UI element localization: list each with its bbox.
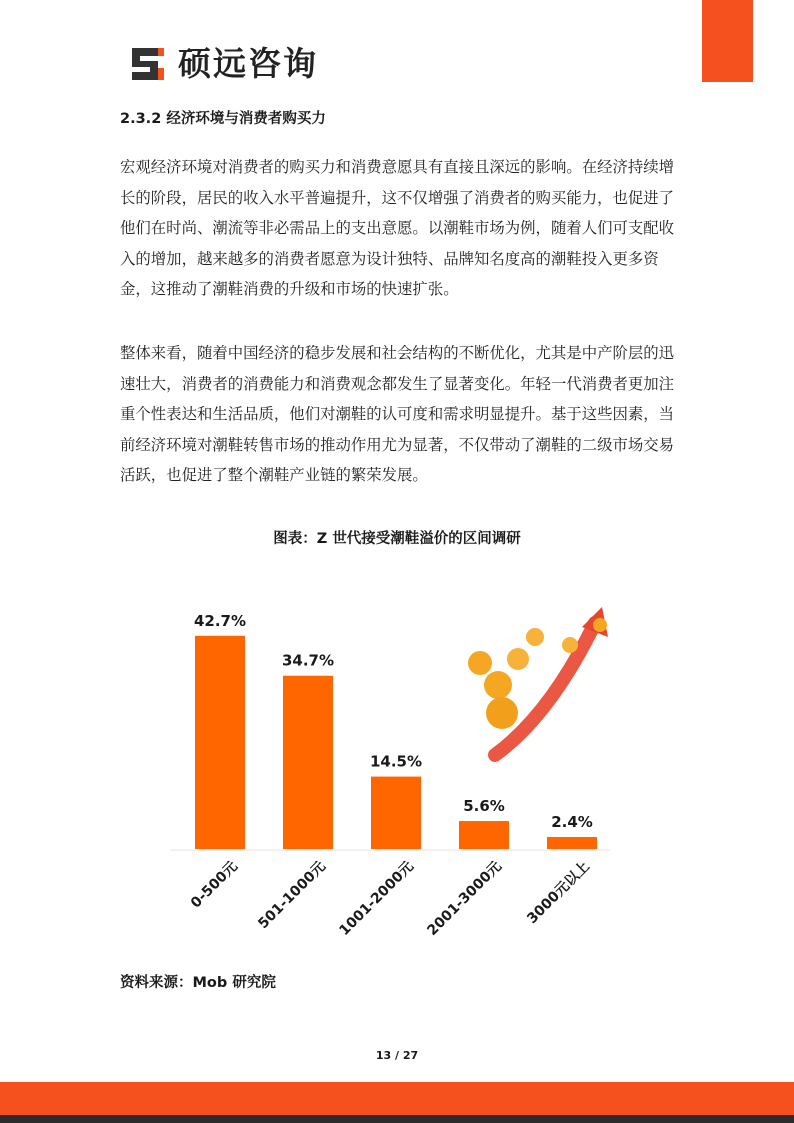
section-title: 2.3.2 经济环境与消费者购买力 xyxy=(120,111,326,127)
category-label-3: 2001-3000元 xyxy=(424,858,505,939)
body-paragraph-2: 整体来看，随着中国经济的稳步发展和社会结构的不断优化，尤其是中产阶层的迅速壮大，消费者的消费能力和消费观念都发生了显著变化。年轻一代消费者更加注重个性表达和生活品质，他们对潮鞋的认可度和需求明显提升。基于这些因素，当前经济环境对潮鞋转售市场的推动作用尤为显著，不仅带动了潮鞋的二级市场交易活跃，也促进了整个潮鞋产业链的繁荣发展。 xyxy=(120,344,675,484)
category-label-1: 501-1000元 xyxy=(255,858,329,933)
footer-strip xyxy=(0,1115,794,1123)
bar-4 xyxy=(547,837,597,849)
bar-value-label-4: 2.4% xyxy=(551,813,593,832)
header-corner-tab xyxy=(702,0,753,82)
figure-source: 资料来源：Mob 研究院 xyxy=(120,975,276,991)
category-label-0: 0-500元 xyxy=(187,858,241,912)
bar-value-label-1: 34.7% xyxy=(281,651,335,670)
logo-text: 硕远咨询 xyxy=(178,44,318,83)
logo-mark-icon xyxy=(128,44,168,84)
category-label-2: 1001-2000元 xyxy=(336,858,417,939)
bar-2 xyxy=(371,777,421,849)
category-label-4: 3000元以上 xyxy=(524,858,593,928)
chart-caption: 图表：Z 世代接受潮鞋溢价的区间调研 xyxy=(273,531,521,547)
coins-arrow-decoration xyxy=(468,607,608,755)
bar-3 xyxy=(459,821,509,849)
bar-value-label-3: 5.6% xyxy=(463,797,505,816)
company-logo xyxy=(128,44,318,84)
bar-value-label-0: 42.7% xyxy=(193,611,247,630)
footer-band xyxy=(0,1082,794,1115)
page-number: 13 / 27 xyxy=(375,1049,419,1062)
body-paragraph-1: 宏观经济环境对消费者的购买力和消费意愿具有直接且深远的影响。在经济持续增长的阶段，居民的收入水平普遍提升，这不仅增强了消费者的购买能力，也促进了他们在时尚、潮流等非必需品上的支出意愿。以潮鞋市场为例，随着人们可支配收入的增加，越来越多的消费者愿意为设计独特、品牌知名度高的潮鞋投入更多资金，这推动了潮鞋消费的升级和市场的快速扩张。 xyxy=(120,158,675,298)
bar-chart xyxy=(140,565,660,965)
bar-0 xyxy=(195,636,245,849)
bar-value-label-2: 14.5% xyxy=(369,752,423,771)
bar-1 xyxy=(283,676,333,849)
